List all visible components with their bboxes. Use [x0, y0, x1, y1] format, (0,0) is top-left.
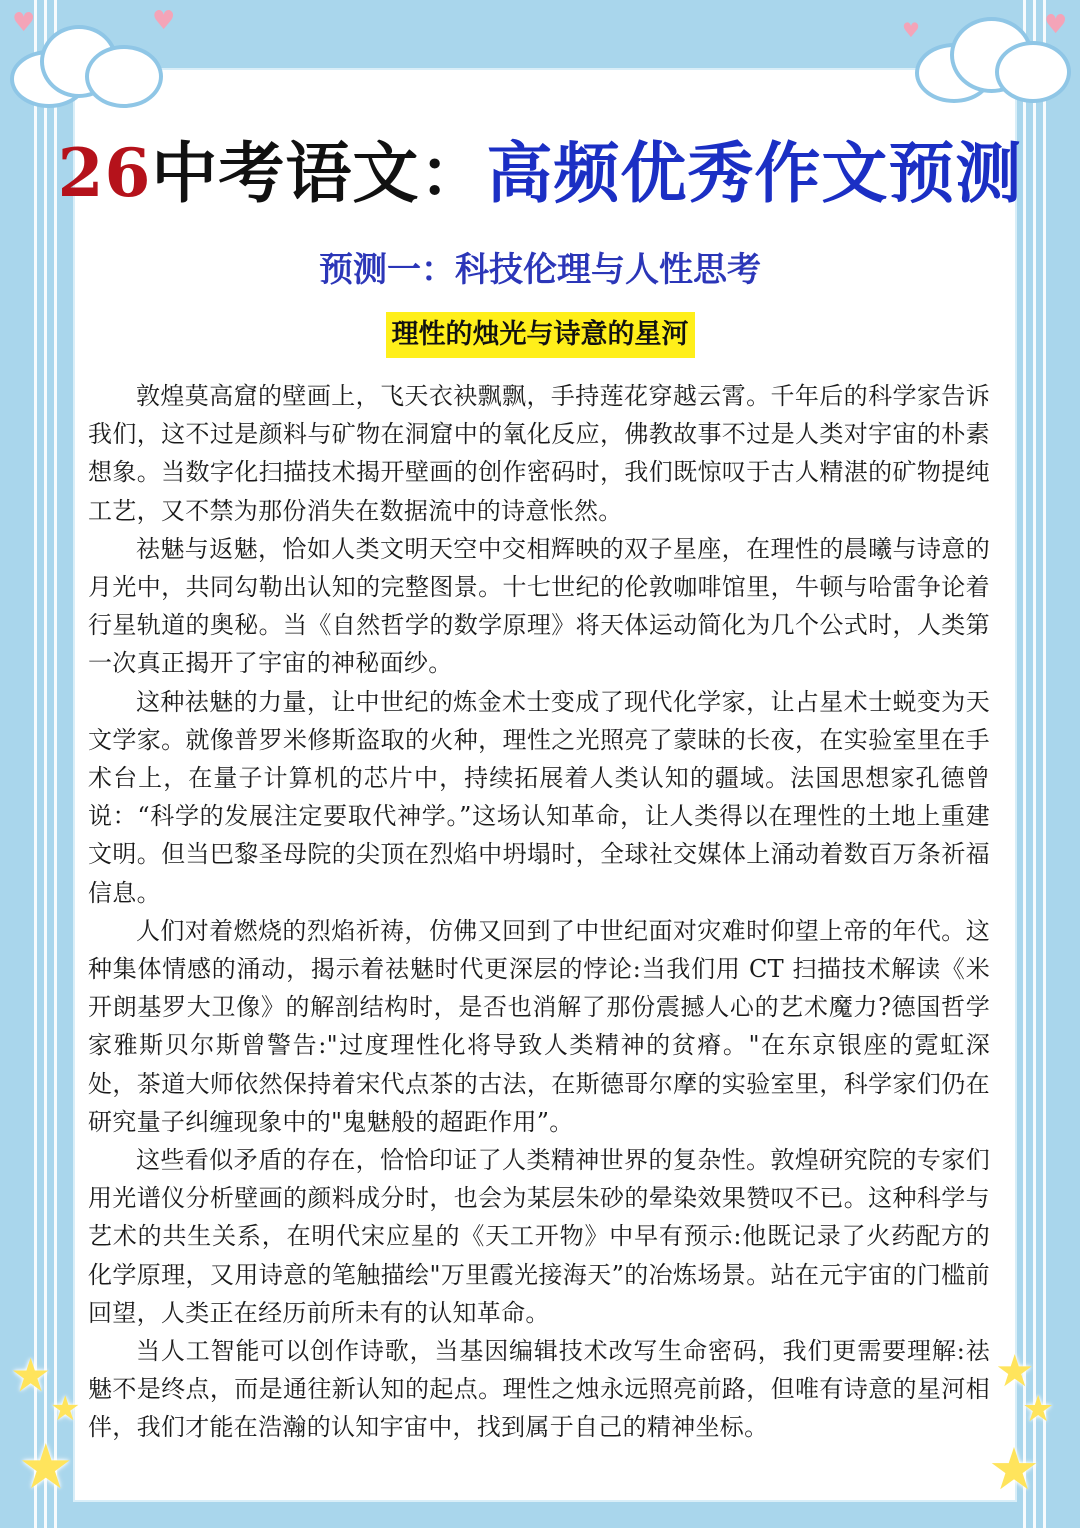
decor-stripe: [54, 0, 57, 1528]
decor-stripe: [1043, 0, 1046, 1528]
essay-paragraph: 祛魅与返魅，恰如人类文明天空中交相辉映的双子星座，在理性的晨曦与诗意的月光中，共同勾勒出认知的完整图景。十七世纪的伦敦咖啡馆里，牛顿与哈雷争论着行星轨道的奥秘。当《自然哲学的数学原理》将天体运动简化为几个公式时，人类第一次真正揭开了宇宙的神秘面纱。: [88, 534, 990, 678]
heart-icon: ♥: [12, 8, 36, 38]
decor-stripe: [1033, 0, 1036, 1528]
star-icon: ★: [1022, 1389, 1055, 1430]
star-icon: ★: [988, 1435, 1040, 1503]
title-exam-label: 中考语文：: [151, 134, 487, 212]
essay-title-container: [0, 312, 1080, 358]
prediction-subtitle: 预测一：科技伦理与人性思考: [319, 250, 761, 290]
decor-stripe: [1023, 0, 1026, 1528]
essay-body: [88, 377, 990, 1447]
star-icon: ★: [10, 1348, 52, 1402]
heart-icon: ♥: [152, 6, 176, 36]
heart-icon: ♥: [1044, 10, 1068, 40]
essay-paragraph: 人们对着燃烧的烈焰祈祷，仿佛又回到了中世纪面对灾难时仰望上帝的年代。这种集体情感的涌动，揭示着祛魅时代更深层的悖论:当我们用 CT 扫描技术解读《米开朗基罗大卫像》的解剖结构时，是否也消解了那份震撼人心的艺术魔力?德国哲学家雅斯贝尔斯曾警告:"过度理性化将导致人类精神的贫瘠。"在东京银座的霓虹深处，茶道大师依然保持着宋代点茶的古法，在斯德哥尔摩的实验室里，科学家们仍在研究量子纠缠现象中的"鬼魅般的超距作用”。: [88, 916, 990, 1136]
title-number: 26: [57, 134, 152, 212]
essay-paragraph: 这些看似矛盾的存在，恰恰印证了人类精神世界的复杂性。敦煌研究院的专家们用光谱仪分析壁画的颜料成分时，也会为某层朱砂的晕染效果赞叹不已。这种科学与艺术的共生关系，在明代宋应星的《天工开物》中早有预示:他既记录了火药配方的化学原理，又用诗意的笔触描绘"万里霞光接海天”的冶炼场景。站在元宇宙的门槛前回望，人类正在经历前所未有的认知革命。: [88, 1146, 990, 1327]
decor-stripe: [44, 0, 47, 1528]
essay-paragraph: 当人工智能可以创作诗歌，当基因编辑技术改写生命密码，我们更需要理解:祛魅不是终点，而是通往新认知的起点。理性之烛永远照亮前路，但唯有诗意的星河相伴，我们才能在浩瀚的认知宇宙中，找到属于自己的精神坐标。: [88, 1337, 990, 1442]
title-topic: 高频优秀作文预测: [486, 134, 1023, 212]
essay-paragraph: 这种祛魅的力量，让中世纪的炼金术士变成了现代化学家，让占星术士蜕变为天文学家。就像普罗米修斯盗取的火种，理性之光照亮了蒙昧的长夜，在实验室里在手术台上，在量子计算机的芯片中，持续拓展着人类认知的疆域。法国思想家孔德曾说：“科学的发展注定要取代神学。”这场认知革命，让人类得以在理性的土地上重建文明。但当巴黎圣母院的尖顶在烈焰中坍塌时，全球社交媒体上涌动着数百万条祈福信息。: [88, 687, 990, 907]
star-icon: ★: [50, 1389, 81, 1429]
cloud-icon: [915, 15, 1065, 95]
heart-icon: ♥: [902, 18, 920, 42]
star-icon: ★: [18, 1430, 74, 1503]
star-icon: ★: [995, 1346, 1035, 1397]
essay-paragraph: 敦煌莫高窟的壁画上，飞天衣袂飘飘，手持莲花穿越云霄。千年后的科学家告诉我们，这不过是颜料与矿物在洞窟中的氧化反应，佛教故事不过是人类对宇宙的朴素想象。当数字化扫描技术揭开壁画的创作密码时，我们既惊叹于古人精湛的矿物提纯工艺，又不禁为那份消失在数据流中的诗意怅然。: [88, 382, 990, 525]
decor-stripe: [34, 0, 37, 1528]
page-title: [0, 128, 1080, 218]
essay-title: 理性的烛光与诗意的星河: [386, 312, 695, 358]
